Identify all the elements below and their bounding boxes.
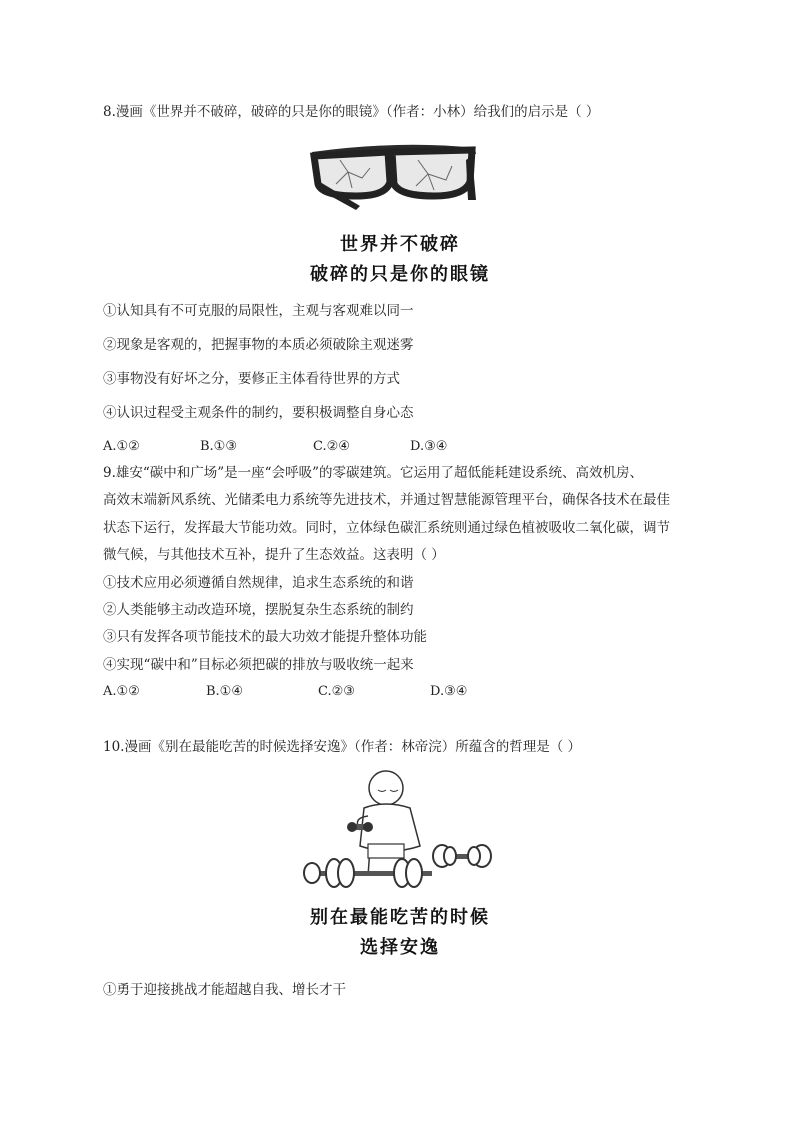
q8-item-3: ③事物没有好坏之分，要修正主体看待世界的方式 xyxy=(103,371,400,387)
q9-item-2: ②人类能够主动改造环境，摆脱复杂生态系统的制约 xyxy=(103,602,414,618)
q8-item-4: ④认识过程受主观条件的制约，要积极调整自身心态 xyxy=(103,405,414,421)
q8-option-d: D.③④ xyxy=(410,439,448,454)
q10-caption-line-1: 别在最能吃苦的时候 xyxy=(310,907,490,928)
q9-option-b: B.①④ xyxy=(206,684,243,699)
broken-glasses-icon xyxy=(300,138,500,218)
q8-stem: 8.漫画《世界并不破碎，破碎的只是你的眼镜》（作者：小林）给我们的启示是（ ） xyxy=(103,104,600,120)
q8-caption-line-2: 破碎的只是你的眼镜 xyxy=(310,264,490,285)
q10-caption-line-2: 选择安逸 xyxy=(360,937,440,958)
q10-stem: 10.漫画《别在最能吃苦的时候选择安逸》（作者：林帝浣）所蕴含的哲理是（ ） xyxy=(103,739,582,755)
q8-item-1: ①认知具有不可克服的局限性，主观与客观难以同一 xyxy=(103,303,414,319)
q8-comic-image xyxy=(300,138,500,288)
q8-caption-line-1: 世界并不破碎 xyxy=(340,234,460,255)
q9-item-1: ①技术应用必须遵循自然规律，追求生态系统的和谐 xyxy=(103,575,414,591)
q9-stem-line-4: 微气候，与其他技术互补，提升了生态效益。这表明（ ） xyxy=(103,547,445,563)
q9-option-a: A.①② xyxy=(103,684,140,699)
q9-option-d: D.③④ xyxy=(430,684,468,699)
q9-item-4: ④实现“碳中和”目标必须把碳的排放与吸收统一起来 xyxy=(103,657,414,673)
q8-option-a: A.①② xyxy=(103,439,140,454)
q8-item-2: ②现象是客观的，把握事物的本质必须破除主观迷雾 xyxy=(103,337,414,353)
q9-stem-line-1: 9.雄安“碳中和广场”是一座“会呼吸”的零碳建筑。它运用了超低能耗建设系统、高效机房、 xyxy=(103,465,643,481)
q9-option-c: C.②③ xyxy=(318,684,355,699)
q9-stem-line-2: 高效末端新风系统、光储柔电力系统等先进技术，并通过智慧能源管理平台，确保各技术在最佳 xyxy=(103,492,670,508)
q8-option-c: C.②④ xyxy=(313,439,350,454)
q9-item-3: ③只有发挥各项节能技术的最大功效才能提升整体功能 xyxy=(103,629,427,645)
q9-stem-line-3: 状态下运行，发挥最大节能功效。同时，立体绿色碳汇系统则通过绿色植被吸收二氧化碳，调节 xyxy=(103,520,670,536)
q8-option-b: B.①③ xyxy=(200,439,237,454)
q10-comic-image xyxy=(290,768,510,963)
weightlifter-icon xyxy=(290,768,510,893)
q10-item-1: ①勇于迎接挑战才能超越自我、增长才干 xyxy=(103,982,346,998)
